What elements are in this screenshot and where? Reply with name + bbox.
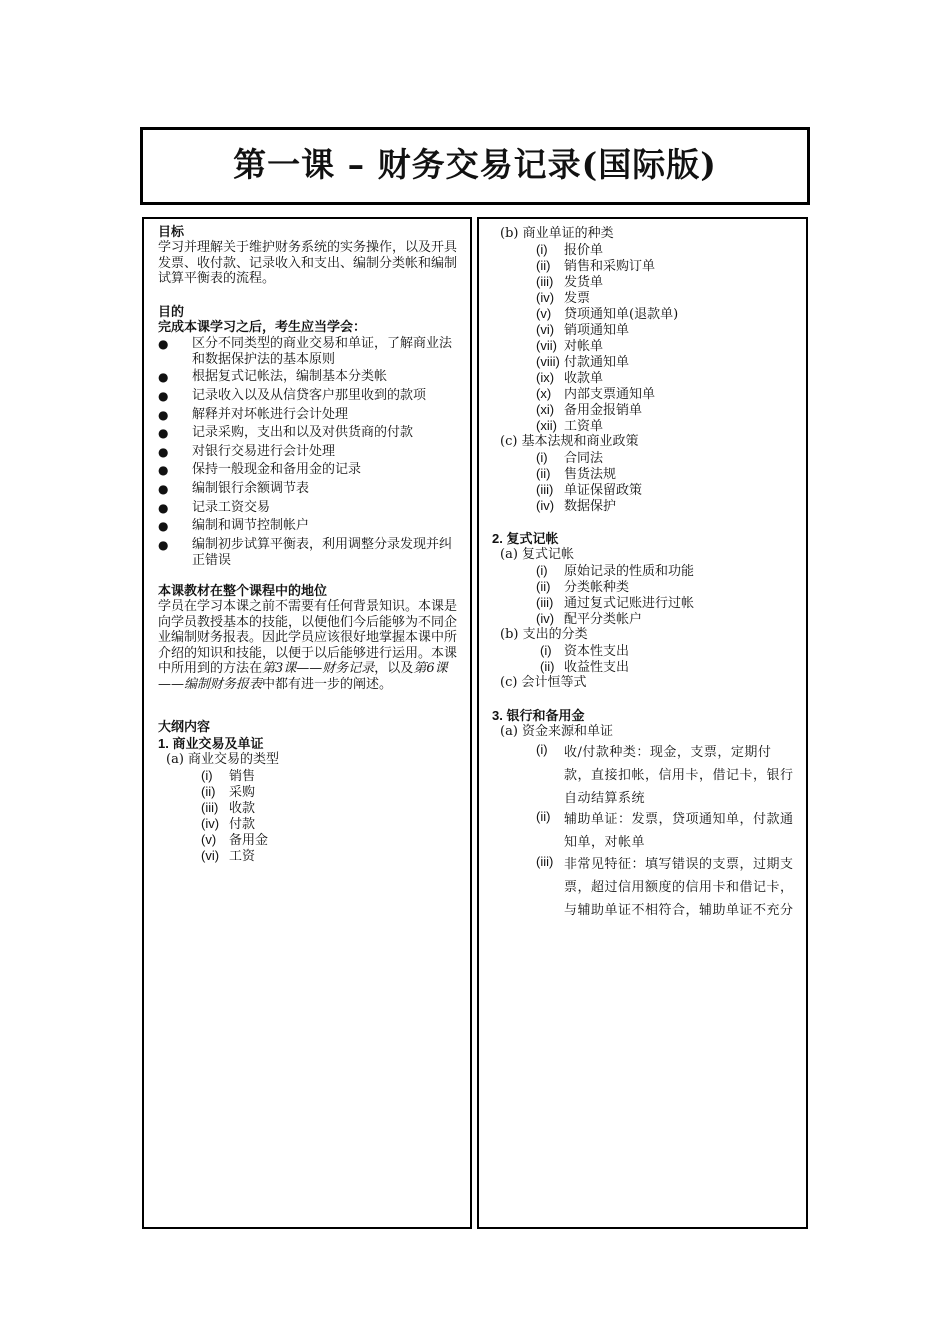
list-item: (ii) 销售和采购订单: [536, 258, 656, 274]
s2a-label: (a) 复式记帐: [500, 547, 575, 562]
purpose-intro: 完成本课学习之后，考生应当学会：: [158, 320, 367, 335]
list-item: (xii) 工资单: [536, 418, 604, 434]
s1c-label: (c) 基本法规和商业政策: [500, 434, 639, 449]
s1a-label: (a) 商业交易的类型: [166, 752, 280, 767]
list-item: (ii) 收益性支出: [540, 659, 630, 675]
list-item: (iii) 收款: [201, 800, 256, 816]
bullet-icon: ●: [158, 538, 169, 552]
bullet-icon: ●: [158, 370, 169, 384]
s3a-label: (a) 资金来源和单证: [500, 724, 614, 739]
bullet-icon: ●: [158, 445, 169, 459]
s1b-label: (b) 商业单证的种类: [500, 226, 614, 241]
list-item: (ii) 分类帐种类: [536, 579, 630, 595]
list-item: (iii) 单证保留政策: [536, 482, 643, 498]
list-item: (i) 合同法: [536, 450, 604, 466]
course-link-3: 第3课——财务记录: [262, 661, 375, 677]
bullet-icon: ●: [158, 519, 169, 533]
s2b-label: (b) 支出的分类: [500, 627, 588, 642]
bullet-icon: ●: [158, 501, 169, 515]
s2c-label: (c) 会计恒等式: [500, 675, 587, 690]
list-item: (v) 贷项通知单(退款单): [536, 306, 679, 322]
list-item: (iv) 付款: [201, 816, 256, 832]
title-box: [140, 127, 810, 205]
list-item: (iii) 发货单: [536, 274, 604, 290]
list-item: (ii) 采购: [201, 784, 256, 800]
section1-heading: 1. 商业交易及单证: [158, 736, 264, 751]
list-item: (iv) 配平分类帐户: [536, 611, 643, 627]
right-column: (b) 商业单证的种类 (i) 报价单 (ii) 销售和采购订单 (iii) 发货单 (iv) 发票 (v) 贷项通知单(退款单) (vi) 销项通知单 (vii) 对帐单 (viii) 付款通知单 (ix) 收款单 (x) 内部支票通知单 (xi) 备用金报销单 (xii) 工资单 (c) 基本法规和商业政策 (i) 合同法 (ii) 售货法规 (iii) 单证保留政策 (iv) 数据保护 2. 复式记帐 (a) 复式记帐 (i) 原始记录的性质和功能 (ii) 分类帐种类 (iii) 通过复式记账进行过帐 (iv) 配平分类帐户 (b) 支出的分类 (i) 资本性支出 (ii) 收益性支出 (c) 会计恒等式 3. 银行和备用金 (a) 资金来源和单证 (i) 收/付款种类：现金，支票，定期付款，直接扣帐，信用卡，借记卡，银行自动结算系统 (ii) 辅助单证：发票，贷项通知单，付款通知单，对帐单 (iii) 非常见特征：填写错误的支票，过期支票，超过信用额度的信用卡和借记卡，与辅助单证不相符合，辅助单证不充分: [477, 217, 808, 1229]
course-link-6: 第6课——编制财务报表: [158, 661, 448, 692]
bullet-icon: ●: [158, 389, 169, 403]
list-item: (i) 原始记录的性质和功能: [536, 563, 695, 579]
list-item: (vi) 工资: [201, 848, 256, 864]
bullet-icon: ●: [158, 408, 169, 422]
bullet-icon: ●: [158, 463, 169, 477]
outline-heading: 大纲内容: [158, 720, 211, 735]
list-item: (vi) 销项通知单: [536, 322, 630, 338]
page-title: 第一课 – 财务交易记录(国际版): [233, 145, 717, 184]
list-item: (iii) 通过复式记账进行过帐: [536, 595, 695, 611]
objective-text: 学习并理解关于维护财务系统的实务操作，以及开具发票、收付款、记录收入和支出、编制分类帐和编制试算平衡表的流程。: [158, 240, 458, 287]
purpose-heading: 目的: [158, 305, 185, 320]
list-item: (ii) 售货法规: [536, 466, 617, 482]
objective-heading: 目标: [158, 225, 185, 240]
list-item: (i) 销售: [201, 768, 256, 784]
bullet-icon: ●: [158, 426, 169, 440]
list-item: (i) 报价单: [536, 242, 604, 258]
list-item: (iv) 数据保护: [536, 498, 617, 514]
bullet-icon: ●: [158, 482, 169, 496]
list-item: (v) 备用金: [201, 832, 269, 848]
list-item: (x) 内部支票通知单: [536, 386, 656, 402]
list-item: (iv) 发票: [536, 290, 591, 306]
position-heading: 本课教材在整个课程中的地位: [158, 584, 328, 599]
list-item: (i) 资本性支出: [540, 643, 630, 659]
list-item: (viii) 付款通知单: [536, 354, 630, 370]
left-column: 目标 学习并理解关于维护财务系统的实务操作，以及开具发票、收付款、记录收入和支出、编制分类帐和编制试算平衡表的流程。 目的 完成本课学习之后，考生应当学会： ● 区分不同类型的商业交易和单证，了解商业法和数据保护法的基本原则 ● 根据复式记帐法，编制基本分类帐 ● 记录收入以及从信贷客户那里收到的款项 ● 解释并对坏帐进行会计处理 ● 记录采购，支出和以及对供货商的付款 ● 对银行交易进行会计处理 ● 保持一般现金和备用金的记录 ● 编制银行余额调节表 ● 记录工资交易 ● 编制和调节控制帐户 ● 编制初步试算平衡表，利用调整分录发现并纠正错误 本课教材在整个课程中的地位 学员在学习本课之前不需要有任何背景知识。本课是向学员教授基本的技能，以便他们今后能够为不同企业编制财务报表。因此学员应该很好地掌握本课中所介绍的知识和技能，以便于以后能够进行运用。本课中所用到的方法在第3课——财务记录，以及第6课——编制财务报表中都有进一步的阐述。 大纲内容 1. 商业交易及单证 (a) 商业交易的类型 (i) 销售 (ii) 采购 (iii) 收款 (iv) 付款 (v) 备用金 (vi) 工资: [142, 217, 472, 1229]
bullet-icon: ●: [158, 337, 169, 351]
list-item: (ix) 收款单: [536, 370, 604, 386]
list-item: (vii) 对帐单: [536, 338, 604, 354]
section2-heading: 2. 复式记帐: [492, 531, 559, 546]
list-item: (xi) 备用金报销单: [536, 402, 643, 418]
position-text: 学员在学习本课之前不需要有任何背景知识。本课是向学员教授基本的技能，以便他们今后能够为不同企业编制财务报表。因此学员应该很好地掌握本课中所介绍的知识和技能，以便于以后能够进行运用。本课中所用到的方法在第3课——财务记录，以及第6课——编制财务报表中都有进一步的阐述。: [158, 599, 458, 692]
section3-heading: 3. 银行和备用金: [492, 708, 585, 723]
